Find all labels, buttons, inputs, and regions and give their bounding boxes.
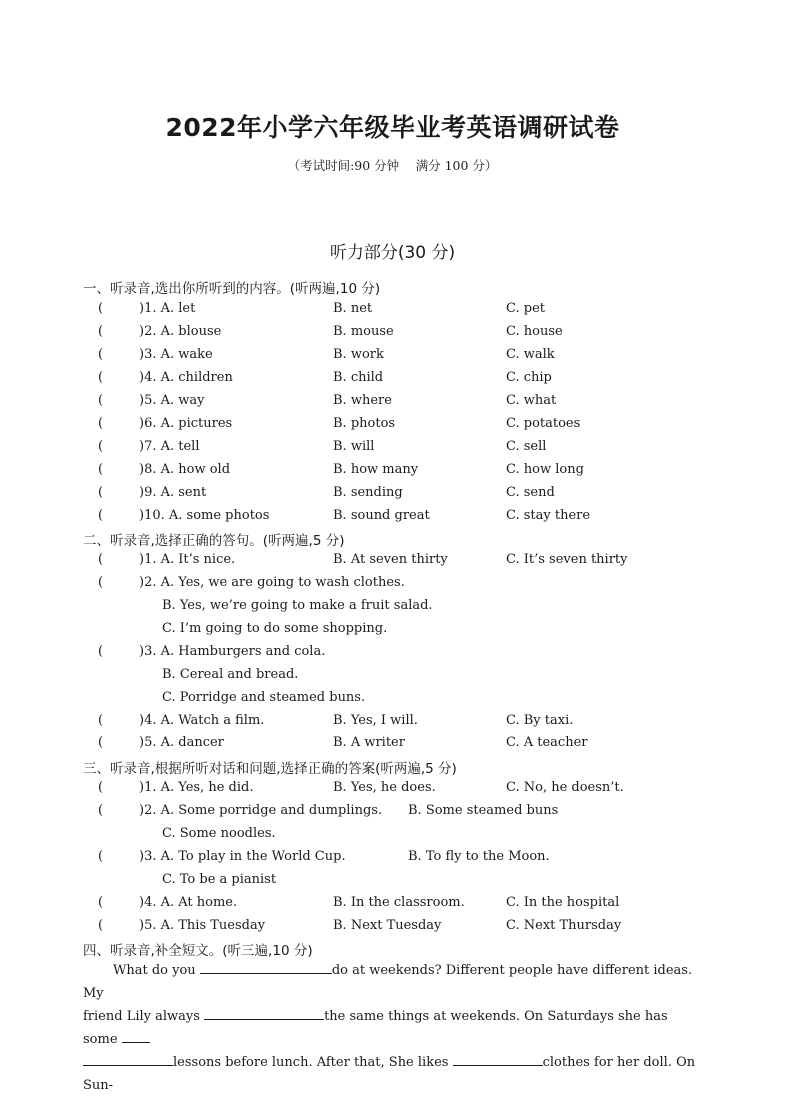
question-row: [0, 299, 785, 319]
question-option-a: )4. A. Watch a film.: [139, 713, 265, 728]
question-option-a: )7. A. tell: [139, 439, 200, 454]
answer-paren: (: [98, 393, 104, 408]
question-option-b: B. Some steamed buns: [408, 803, 559, 818]
question-option-b: B. Next Tuesday: [333, 918, 442, 933]
cloze-passage: [83, 959, 703, 1097]
question-option-a: )1. A. let: [139, 301, 196, 316]
question-row: [0, 345, 785, 365]
answer-paren: (: [98, 324, 104, 339]
section-2-heading: 二、听录音,选择正确的答句。(听两遍,5 分): [83, 533, 345, 549]
question-option-b: B. In the classroom.: [333, 895, 465, 910]
passage-text: friend Lily always: [83, 1009, 200, 1024]
answer-paren: (: [98, 370, 104, 385]
question-option-a: )1. A. Yes, he did.: [139, 780, 254, 795]
part-title: 听力部分(30 分): [329, 243, 456, 263]
answer-paren: (: [98, 439, 104, 454]
question-option-c: C. Some noodles.: [162, 826, 276, 841]
question-option-a: )4. A. At home.: [139, 895, 238, 910]
question-option-b: B. child: [333, 370, 384, 385]
answer-paren: (: [98, 918, 104, 933]
question-option-a: )5. A. dancer: [139, 735, 224, 750]
question-option-b: B. To fly to the Moon.: [408, 849, 550, 864]
question-option-b: B. how many: [333, 462, 419, 477]
question-option-c: C. To be a pianist: [162, 872, 277, 887]
question-option-c: C. pet: [506, 301, 545, 316]
question-option-b: B. At seven thirty: [333, 552, 448, 567]
question-option-b: B. sending: [333, 485, 403, 500]
section-3-heading: 三、听录音,根据所听对话和问题,选择正确的答案(听两遍,5 分): [83, 761, 457, 777]
question-row: [0, 414, 785, 434]
question-option-c: C. send: [506, 485, 555, 500]
question-row: [0, 847, 785, 867]
section-4-heading: 四、听录音,补全短文。(听三遍,10 分): [83, 943, 313, 959]
passage-text: lessons before lunch. After that, She likes: [173, 1055, 449, 1070]
fill-blank[interactable]: [200, 959, 332, 974]
question-row: [0, 619, 785, 639]
passage-text: clothes for her doll. On Sun-: [83, 1055, 696, 1093]
answer-paren: (: [98, 895, 104, 910]
question-row: [0, 322, 785, 342]
question-option-b: B. A writer: [333, 735, 405, 750]
answer-paren: (: [98, 575, 104, 590]
question-row: [0, 916, 785, 936]
question-row: [0, 778, 785, 798]
question-option-a: )4. A. children: [139, 370, 233, 385]
question-option-b: B. work: [333, 347, 384, 362]
question-option-a: )3. A. wake: [139, 347, 213, 362]
question-option-b: B. Yes, he does.: [333, 780, 436, 795]
question-option-b: B. net: [333, 301, 373, 316]
question-option-c: C. By taxi.: [506, 713, 574, 728]
question-option-b: B. will: [333, 439, 375, 454]
passage-text: do at weekends? Different people have different ideas. My: [83, 963, 693, 1001]
fill-blank[interactable]: [453, 1051, 543, 1066]
question-option-c: C. In the hospital: [506, 895, 620, 910]
answer-paren: (: [98, 485, 104, 500]
answer-paren: (: [98, 780, 104, 795]
question-row: [0, 391, 785, 411]
question-option-a: )6. A. pictures: [139, 416, 233, 431]
question-option-a: )8. A. how old: [139, 462, 231, 477]
question-option-a: )10. A. some photos: [139, 508, 270, 523]
passage-text: What do you: [113, 963, 196, 978]
question-option-a: )9. A. sent: [139, 485, 207, 500]
question-row: [0, 573, 785, 593]
question-row: [0, 688, 785, 708]
question-option-a: )3. A. To play in the World Cup.: [139, 849, 346, 864]
answer-paren: (: [98, 713, 104, 728]
question-option-c: C. Next Thursday: [506, 918, 622, 933]
question-option-b: B. Yes, we’re going to make a fruit salad.: [162, 598, 433, 613]
question-row: [0, 506, 785, 526]
section-1-heading: 一、听录音,选出你所听到的内容。(听两遍,10 分): [83, 281, 381, 297]
question-row: [0, 893, 785, 913]
question-option-a: )2. A. Some porridge and dumplings.: [139, 803, 383, 818]
question-option-a: )3. A. Hamburgers and cola.: [139, 644, 326, 659]
passage-line-3: [83, 1051, 703, 1097]
question-row: [0, 711, 785, 731]
question-row: [0, 824, 785, 844]
question-row: [0, 368, 785, 388]
question-option-b: B. where: [333, 393, 392, 408]
answer-paren: (: [98, 508, 104, 523]
answer-paren: (: [98, 552, 104, 567]
question-option-b: B. sound great: [333, 508, 430, 523]
question-option-a: )2. A. Yes, we are going to wash clothes.: [139, 575, 405, 590]
answer-paren: (: [98, 416, 104, 431]
question-option-c: C. Porridge and steamed buns.: [162, 690, 366, 705]
question-row: [0, 437, 785, 457]
question-row: [0, 550, 785, 570]
passage-line-1: [83, 959, 703, 1005]
question-option-b: B. Cereal and bread.: [162, 667, 299, 682]
question-option-c: C. house: [506, 324, 563, 339]
answer-paren: (: [98, 462, 104, 477]
fill-blank[interactable]: [204, 1005, 324, 1020]
question-row: [0, 642, 785, 662]
exam-info: （考试时间:90 分钟 满分 100 分）: [287, 158, 498, 173]
question-option-b: B. photos: [333, 416, 396, 431]
question-row: [0, 801, 785, 821]
question-option-a: )5. A. This Tuesday: [139, 918, 266, 933]
question-option-c: C. chip: [506, 370, 552, 385]
answer-paren: (: [98, 644, 104, 659]
answer-paren: (: [98, 301, 104, 316]
question-option-c: C. It’s seven thirty: [506, 552, 628, 567]
answer-paren: (: [98, 735, 104, 750]
passage-line-2: [83, 1005, 703, 1051]
fill-blank[interactable]: [83, 1051, 173, 1066]
answer-paren: (: [98, 803, 104, 818]
fill-blank[interactable]: [122, 1028, 150, 1043]
question-row: [0, 596, 785, 616]
page-title: 2022年小学六年级毕业考英语调研试卷: [165, 113, 620, 142]
question-option-c: C. walk: [506, 347, 555, 362]
question-option-a: )2. A. blouse: [139, 324, 222, 339]
question-row: [0, 665, 785, 685]
question-row: [0, 483, 785, 503]
question-option-b: B. Yes, I will.: [333, 713, 418, 728]
question-row: [0, 733, 785, 753]
question-option-c: C. A teacher: [506, 735, 588, 750]
question-option-c: C. stay there: [506, 508, 591, 523]
question-option-a: )1. A. It’s nice.: [139, 552, 236, 567]
question-option-c: C. No, he doesn’t.: [506, 780, 624, 795]
question-option-c: C. I’m going to do some shopping.: [162, 621, 388, 636]
answer-paren: (: [98, 347, 104, 362]
passage-text: the same things at weekends. On Saturdays she has some: [83, 1009, 668, 1047]
question-option-c: C. sell: [506, 439, 547, 454]
question-option-c: C. potatoes: [506, 416, 581, 431]
question-option-b: B. mouse: [333, 324, 394, 339]
question-row: [0, 460, 785, 480]
question-option-a: )5. A. way: [139, 393, 205, 408]
question-option-c: C. how long: [506, 462, 584, 477]
question-option-c: C. what: [506, 393, 557, 408]
answer-paren: (: [98, 849, 104, 864]
question-row: [0, 870, 785, 890]
